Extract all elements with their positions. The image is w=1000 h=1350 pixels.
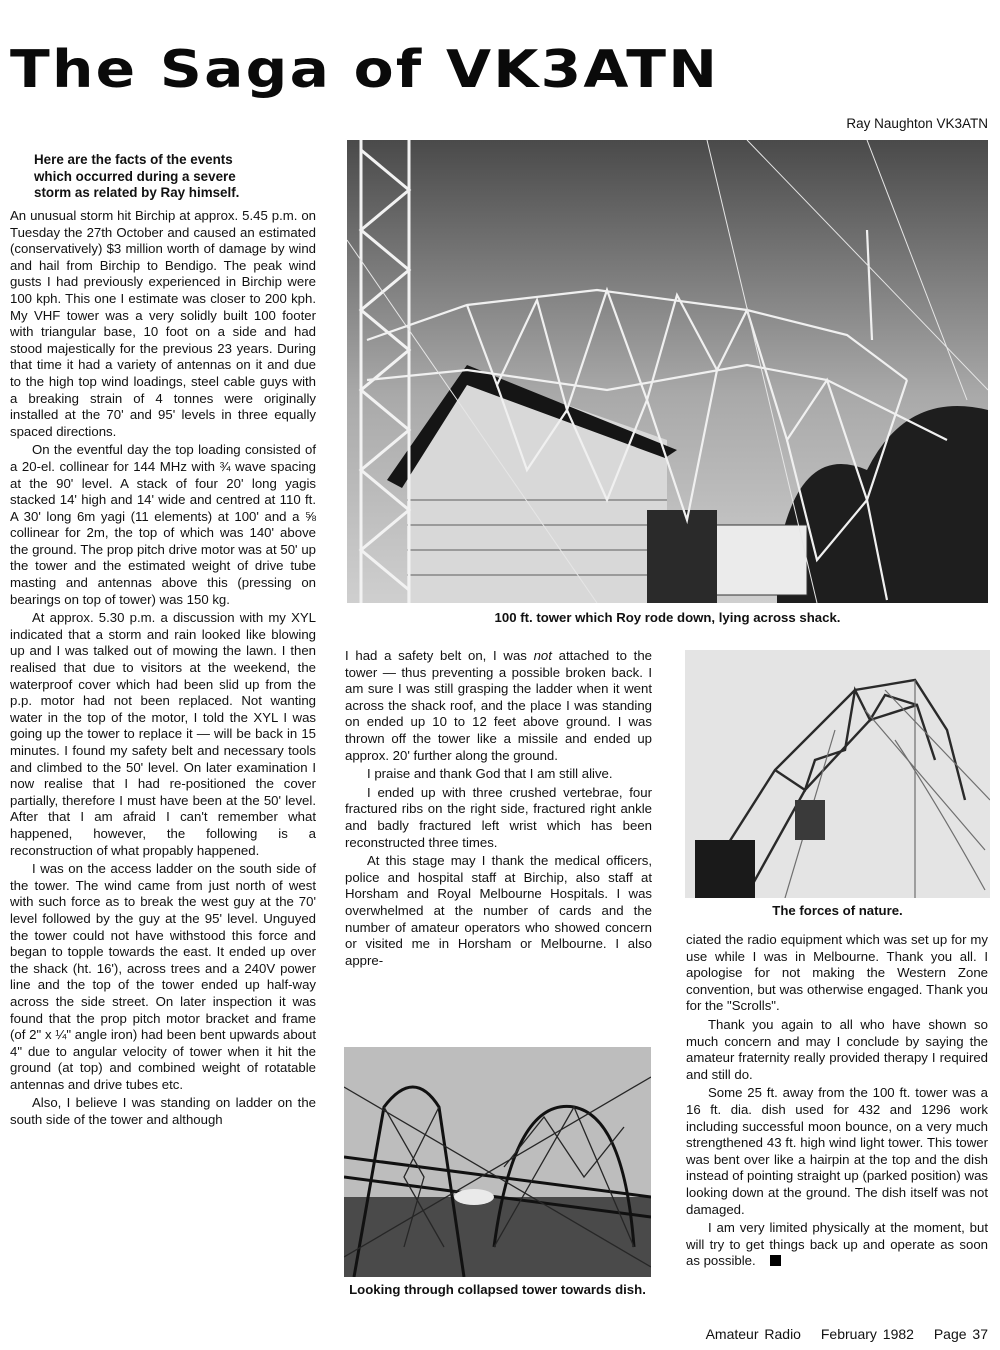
- column-2: [345, 648, 652, 969]
- issue-date: February 1982: [820, 1326, 914, 1342]
- magazine-name: Amateur Radio: [705, 1326, 801, 1342]
- page-footer: [706, 1326, 988, 1342]
- intro-text: Here are the facts of the events which occurred during a severe storm as related by Ray himself.: [34, 152, 240, 201]
- photo2-caption: The forces of nature.: [772, 903, 903, 918]
- column-1: [10, 208, 316, 1129]
- page-number: Page 37: [933, 1326, 988, 1342]
- paragraph: I was on the access ladder on the south side of the tower. The wind came from just north of west with such force as to break the west guy at the 70' level followed by the guy at the 95' level. Unguyed the tower could not have withstood this force and began to topple towards the east. It ended up over the shack (ht. 16'), across trees and a 240V power line and the top of the tower ended up half-way across the side street. On later inspection it was found that the prop pitch motor bracket and frame (of 2" x ¼" angle iron) had been bent upwards about 4" due to angular velocity of tower when it hit the ground (at top) and combined weight of rotatable antennas and drive tubes etc.: [10, 861, 316, 1092]
- paragraph: I praise and thank God that I am still alive.: [367, 766, 613, 782]
- paragraph: I had a safety belt on, I was not attached to the tower — thus preventing a possible broken back. I am sure I was still grasping the ladder when it went across the shack roof, and the place I was standing on ended up 10 to 12 feet above ground. I was thrown off the tower like a missile and ended up approx. 20' further along the ground.: [345, 648, 652, 763]
- photo1-caption: 100 ft. tower which Roy rode down, lying across shack.: [494, 610, 841, 625]
- paragraph: Thank you again to all who have shown so much concern and may I conclude by saying the amateur fraternity really provided therapy I required and still do.: [686, 1016, 988, 1082]
- byline: Ray Naughton VK3ATN: [846, 116, 988, 131]
- paragraph: Some 25 ft. away from the 100 ft. tower was a 16 ft. dia. dish used for 432 and 1296 work including successful moon bounce, on a very much strengthened 43 ft. high wind light tower. This tower was bent over like a hairpin at the top and the dish instead of pointing straight up (parked position) was looking down at the ground. The dish itself was not damaged.: [686, 1085, 988, 1217]
- paragraph: An unusual storm hit Birchip at approx. 5.45 p.m. on Tuesday the 27th October and caused an estimated (conservatively) $3 million worth of damage by wind and hail from Birchip to Bendigo. The peak wind gusts I had previously experienced in Birchip were 100 kph. This one I estimate was closer to 200 kph. My VHF tower was a very solidly built 100 footer with triangular base, 10 foot on a side and had stood majestically for the previous 23 years. During that time it had a variety of antennas on it and due to the high top wind loadings, steel cable guys with a breaking strain of 4 tonnes were originally installed at the 70' and 95' levels in three equally spaced directions.: [10, 208, 316, 439]
- paragraph: At approx. 5.30 p.m. a discussion with my XYL indicated that a storm and rain looked like blowing up and I was talked out of mowing the lawn. I then realised that due to visitors at the weekend, the waterproof cover which had been slid up from the p.p. motor had not been replaced. Not wanting water in the top of the motor, I told the XYL I was going up the tower to replace it — will be back in 15 minutes. I found my safety belt and necessary tools and climbed to the 50' level. On later examination I now realise that I had re-positioned the cover partially, therefore I must have been at the 50' level. After that I am afraid I can't remember what happened, however, the following is a reconstruction of what propably happened.: [10, 610, 316, 858]
- paragraph: ciated the radio equipment which was set up for my use while I was in Melbourne. Thank you all. I apologise for not making the Western Zone convention, but was otherwise engaged. Thank you for the "Scrolls".: [686, 932, 988, 1014]
- end-of-article-mark: [770, 1255, 781, 1266]
- paragraph: Also, I believe I was standing on ladder on the south side of the tower and although: [10, 1095, 316, 1128]
- paragraph: At this stage may I thank the medical officers, police and hospital staff at Birchip, also staff at Horsham and Royal Melbourne Hospitals. I was overwhelmed at the number of cards and the number of amateur operators who showed concern or visited me in Horsham or Melbourne. I also appre-: [345, 853, 652, 968]
- paragraph: I am very limited physically at the moment, but will try to get things back up and operate as soon as possible.: [686, 1220, 988, 1269]
- photo-forces-of-nature: [685, 650, 990, 898]
- column-3: [686, 932, 988, 1270]
- paragraph: On the eventful day the top loading consisted of a 20-el. collinear for 144 MHz with ¾ wave spacing at the 90' level. A stack of four 20' long yagis stacked 14' high and 14' wide and centred at 110 ft. A 30' long 6m yagi (11 elements) at 100' and a ⅝ collinear for 2m, the top of which was 140' above the ground. The prop pitch drive motor was at 50' up the tower and the estimated weight of drive tube masting and antennas above this (pressing on bearings on top of tower) was 150 kg.: [10, 442, 316, 607]
- article-title: The Saga of VK3ATN: [10, 40, 720, 100]
- photo-tower-across-shack: [347, 140, 988, 603]
- photo-tower-towards-dish: [344, 1047, 651, 1277]
- photo3-caption: Looking through collapsed tower towards dish.: [349, 1282, 646, 1297]
- paragraph: I ended up with three crushed vertebrae, four fractured ribs on the right side, fractured right ankle and badly fractured left wrist which has been reconstructed three times.: [345, 784, 652, 850]
